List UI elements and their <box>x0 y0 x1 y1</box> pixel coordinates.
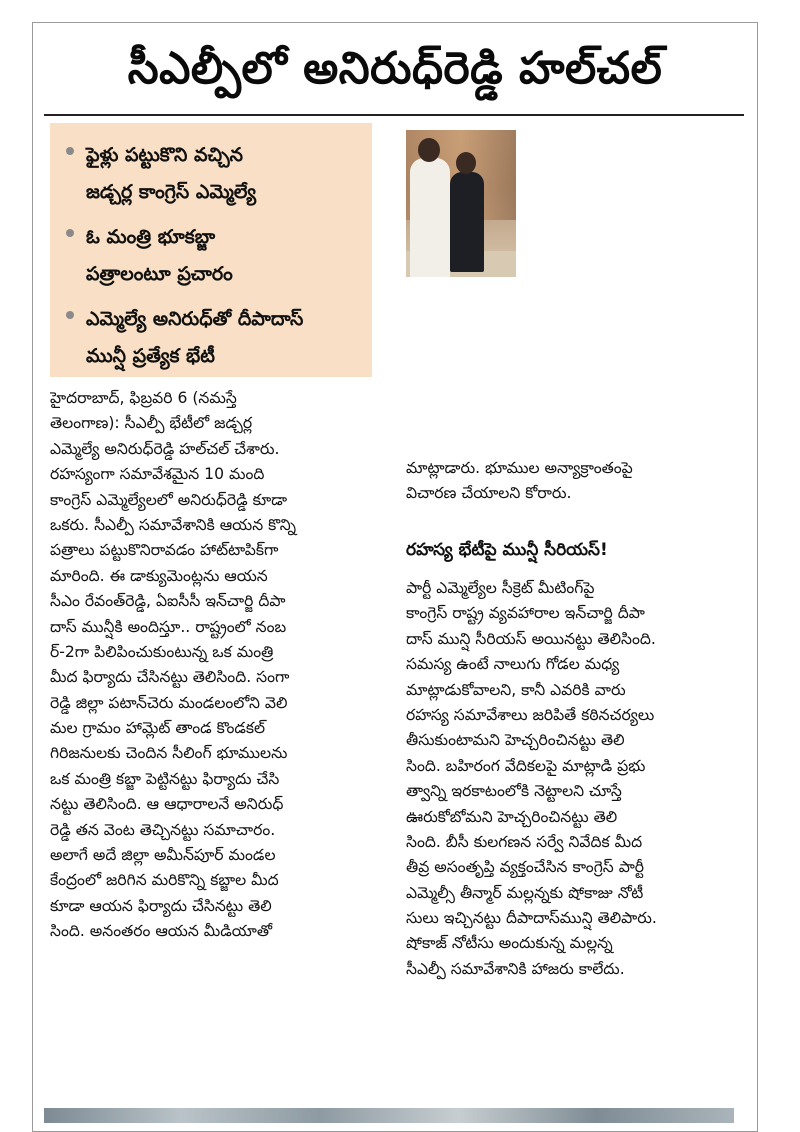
body-line: ఎమ్మెల్యే అనిరుధ్‌రెడ్డి హల్‌చల్‌ చేశారు. <box>50 439 280 458</box>
body-line: కేంద్రంలో జరిగిన మరికొన్ని కబ్జాల మీద <box>50 871 279 890</box>
body-line: ఊరుకోబోమని హెచ్చరించినట్టు తెలి <box>406 807 618 826</box>
body-line: రెడ్డి తన వెంట తెచ్చినట్టు సమాచారం. <box>50 820 276 839</box>
body-line: సులు ఇచ్చినట్టు దీపాదాస్‌మున్షి తెలిపారు. <box>406 909 657 928</box>
body-line: సీఎం రేవంత్‌రెడ్డి, ఏఐసీసీ ఇన్‌చార్జి దీపా <box>50 592 286 611</box>
highlight-line: ఎమ్మెల్యే అనిరుధ్‌తో దీపాదాస్‌ <box>86 308 304 330</box>
highlight-line: మున్షీ ప్రత్యేక భేటీ <box>86 345 215 367</box>
body-line: సమస్య ఉంటే నాలుగు గోడల మధ్య <box>406 655 620 674</box>
body-line: దాస్‌ మున్షీకి అందిస్తూ.. రాష్ట్రంలో నంబ <box>50 617 287 636</box>
body-line: సింది. బహిరంగ వేదికలపై మాట్లాడి ప్రభు <box>406 756 646 775</box>
bullet-icon <box>66 147 74 155</box>
body-line: మారింది. ఈ డాక్యుమెంట్లను ఆయన <box>50 566 268 585</box>
body-line: రహస్యంగా సమావేశమైన 10 మంది <box>50 465 265 484</box>
body-line: ఎమ్మెల్సీ తీన్మార్‌ మల్లన్నకు షోకాజు నోటీ <box>406 883 644 902</box>
body-line: పత్రాలు పట్టుకొనిరావడం హాట్‌టాపిక్‌గా <box>50 541 279 560</box>
body-line: కాంగ్రెస్‌ రాష్ట్ర వ్యవహారాల ఇన్‌చార్జి దీపా <box>406 604 645 623</box>
headline: సీఎల్పీలో అనిరుధ్‌రెడ్డి హల్‌చల్‌ <box>127 43 663 94</box>
body-line: కాంగ్రెస్‌ ఎమ్మెల్యేలలో అనిరుధ్‌రెడ్డి కూడా <box>50 490 288 509</box>
body-line: మాట్లాడుకోవాలని, కానీ ఎవరికి వారు <box>406 680 626 699</box>
body-line: తీసుకుంటామని హెచ్చరించినట్టు తెలి <box>406 731 625 750</box>
highlight-item <box>62 137 362 211</box>
headline-rule <box>44 114 744 116</box>
body-line: సింది. బీసీ కులగణన సర్వే నివేదిక మీద <box>406 832 643 851</box>
body-line: అలాగే అదే జిల్లా అమీన్‌పూర్‌ మండల <box>50 846 276 865</box>
body-line: సీఎల్పీ సమావేశానికి హాజరు కాలేదు. <box>406 959 625 978</box>
body-line: తెలంగాణ): సీఎల్పీ భేటీలో జడ్చర్ల <box>50 414 253 433</box>
highlight-line: ఫైళ్లు పట్టుకొని వచ్చిన <box>86 144 243 166</box>
photo-person-dark <box>450 172 484 272</box>
body-line: షోకాజ్‌ నోటీసు అందుకున్న మల్లన్న <box>406 934 613 953</box>
bullet-icon <box>66 311 74 319</box>
body-line: నట్టు తెలిసింది. ఆ ఆధారాలనే అనిరుధ్‌ <box>50 795 284 814</box>
body-line: మల గ్రామం హామ్లెట్‌ తాండ కొండకల్‌ <box>50 719 266 738</box>
body-line: ఒక మంత్రి కబ్జా పెట్టినట్టు ఫిర్యాదు చేసి <box>50 769 280 788</box>
body-line: ఒకరు. సీఎల్పీ సమావేశానికి ఆయన కొన్ని <box>50 515 297 534</box>
body-column-2-top <box>406 456 736 507</box>
photo-person-head <box>456 152 476 174</box>
body-column-1 <box>50 386 380 945</box>
highlight-line: ఓ మంత్రి భూకబ్జా <box>86 226 216 248</box>
body-line: త్వాన్ని ఇరకాటంలోకి నెట్టాలని చూస్తే <box>406 782 622 801</box>
body-line: మీద ఫిర్యాదు చేసినట్టు తెలిసింది. సంగా <box>50 668 290 687</box>
body-line: హైదరాబాద్‌, ఫిబ్రవరి 6 (నమస్తే <box>50 389 237 407</box>
photo-person-white <box>410 158 450 277</box>
highlight-line: జడ్చర్ల కాంగ్రెస్‌ ఎమ్మెల్యే <box>86 181 257 203</box>
bullet-icon <box>66 229 74 237</box>
highlight-item <box>62 219 362 293</box>
body-line: గిరిజనులకు చెందిన సీలింగ్‌ భూములను <box>50 744 288 763</box>
bottom-image-strip <box>44 1108 734 1123</box>
body-column-2 <box>406 576 736 982</box>
body-line: పార్టీ ఎమ్మెల్యేల సీక్రెట్‌ మీటింగ్‌పై <box>406 579 595 597</box>
highlight-line: పత్రాలంటూ ప్రచారం <box>86 263 233 285</box>
subheading: రహస్య భేటీపై మున్షీ సీరియస్‌! <box>406 540 608 560</box>
body-line: దాస్‌ మున్షి సీరియస్‌ అయినట్టు తెలిసింది. <box>406 629 656 648</box>
body-line: రహస్య సమావేశాలు జరిపితే కఠినచర్యలు <box>406 705 655 724</box>
article-photo <box>406 130 516 277</box>
photo-person-head <box>418 138 440 162</box>
body-line: విచారణ చేయాలని కోరారు. <box>406 484 572 503</box>
body-line: సింది. అనంతరం ఆయన మీడియాతో <box>50 922 273 941</box>
body-line: మాట్లాడారు. భూముల అన్యాక్రాంతంపై <box>406 459 633 477</box>
body-line: ర్‌-2గా పిలిపించుకుంటున్న ఒక మంత్రి <box>50 642 274 661</box>
highlight-item <box>62 301 362 375</box>
highlights-box <box>50 123 372 377</box>
body-line: కూడా ఆయన ఫిర్యాదు చేసినట్టు తెలి <box>50 896 272 915</box>
body-line: రెడ్డి జిల్లా పటాన్‌చెరు మండలంలోని వెలి <box>50 693 288 712</box>
body-line: తీవ్ర అసంతృప్తి వ్యక్తంచేసిన కాంగ్రెస్‌ పార్టీ <box>406 858 645 877</box>
